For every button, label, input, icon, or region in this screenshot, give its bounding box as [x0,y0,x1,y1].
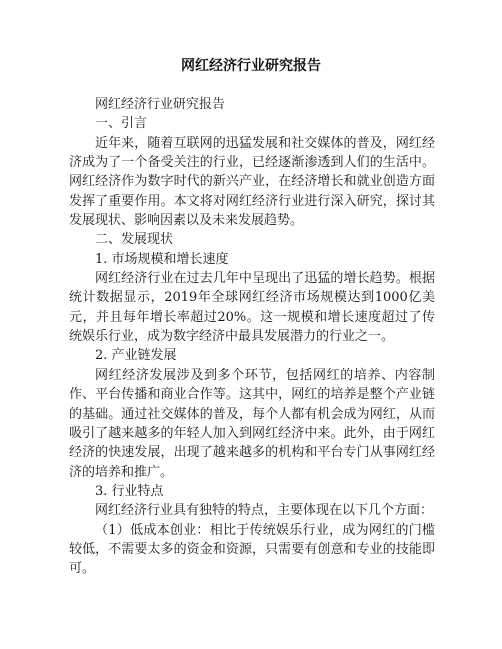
paragraph-industry-chain: 网红经济发展涉及到多个环节，包括网红的培养、内容制作、平台传播和商业合作等。这其中，网红的培养是整个产业链的基础。通过社交媒体的普及，每个人都有机会成为网红，从而吸引了越来越多的年轻人加入到网红经济中来。此外，由于网红经济的快速发展，出现了越来越多的机构和平台专门从事网红经济的培养和推广。 [69,367,435,480]
paragraph-introduction: 近年来，随着互联网的迅猛发展和社交媒体的普及，网红经济成为了一个备受关注的行业，已经逐渐渗透到人们的生活中。网红经济作为数字时代的新兴产业，在经济增长和就业创造方面发挥了重要作用。本文将对网红经济行业进行深入研究，探讨其发展现状、影响因素以及未来发展趋势。 [69,135,435,229]
heading-development-status: 二、发展现状 [95,232,174,248]
paragraph-report-name: 网红经济行业研究报告 [95,97,226,112]
document-body [69,95,435,579]
paragraph-industry-features: 网红经济行业具有独特的特点，主要体现在以下几个方面： [95,503,434,519]
subheading-market-scale: 1. 市场规模和增长速度 [95,251,229,267]
document-title: 网红经济行业研究报告 [181,58,321,74]
list-item-low-cost: （1）低成本创业：相比于传统娱乐行业，成为网红的门槛较低，不需要太多的资金和资源，只需要有创意和专业的技能即可。 [69,522,435,577]
subheading-industry-chain: 2. 产业链发展 [95,348,177,364]
heading-introduction: 一、引言 [95,116,148,132]
subheading-industry-features: 3. 行业特点 [95,483,164,499]
paragraph-market-scale: 网红经济行业在过去几年中呈现出了迅猛的增长趋势。根据统计数据显示，2019年全球网红经济市场规模达到1000亿美元，并且每年增长率超过20%。这一规模和增长速度超过了传统娱乐行业，成为数字经济中最具发展潜力的行业之一。 [69,271,435,345]
